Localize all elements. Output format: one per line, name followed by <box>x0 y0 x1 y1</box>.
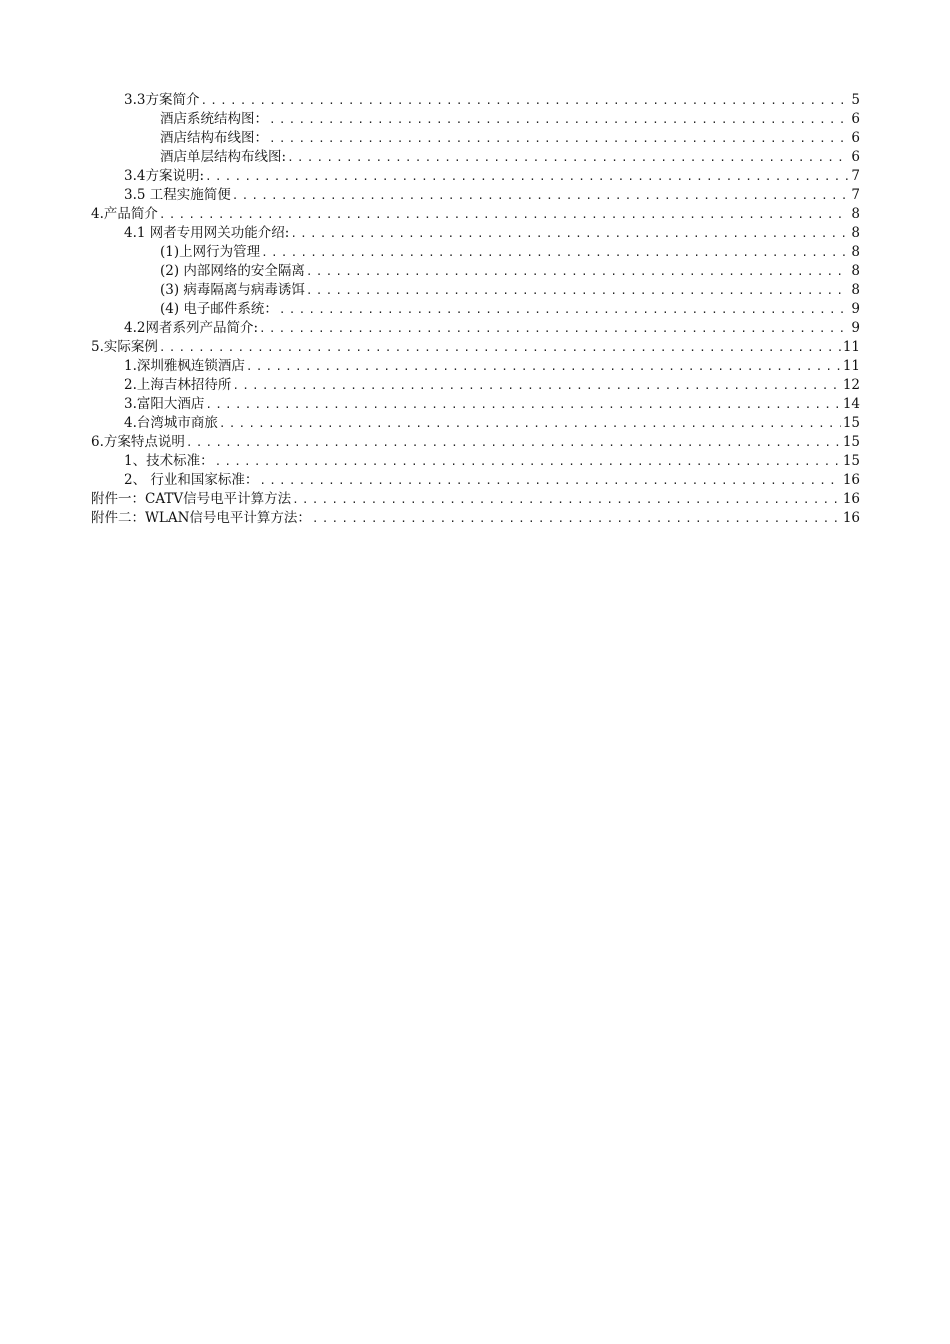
toc-entry-title: 附件二：WLAN信号电平计算方法： <box>91 510 311 526</box>
toc-entry-page: 16 <box>842 510 860 526</box>
toc-entry[interactable] <box>0 205 860 224</box>
toc-entry[interactable] <box>0 281 860 300</box>
toc-entry[interactable] <box>0 224 860 243</box>
toc-entry[interactable] <box>0 471 860 490</box>
toc-entry-page: 11 <box>842 358 860 374</box>
toc-entry-title: (1)上网行为管理 <box>160 244 261 260</box>
toc-dot-leader <box>232 186 848 205</box>
toc-entry-page: 12 <box>842 377 860 393</box>
toc-entry-title: 3.4方案说明: <box>124 168 205 184</box>
toc-entry-page: 16 <box>842 472 860 488</box>
toc-entry-page: 15 <box>842 415 860 431</box>
toc-entry-page: 14 <box>842 396 860 412</box>
toc-entry-title: 4.2网者系列产品简介: <box>124 320 259 336</box>
toc-entry-page: 7 <box>851 168 860 184</box>
toc-entry-page: 8 <box>851 206 860 222</box>
toc-entry-page: 8 <box>851 225 860 241</box>
toc-entry-title: 酒店结构布线图： <box>160 130 268 146</box>
toc-dot-leader <box>306 281 848 300</box>
toc-entry[interactable] <box>0 376 860 395</box>
toc-entry-page: 5 <box>851 92 860 108</box>
toc-dot-leader <box>232 376 840 395</box>
toc-dot-leader <box>215 452 841 471</box>
toc-entry[interactable] <box>0 338 860 357</box>
toc-entry-page: 15 <box>842 434 860 450</box>
toc-dot-leader <box>269 110 848 129</box>
toc-entry[interactable] <box>0 395 860 414</box>
toc-dot-leader <box>261 243 848 262</box>
toc-entry-page: 8 <box>851 282 860 298</box>
toc-entry[interactable] <box>0 91 860 110</box>
toc-entry-title: (4) 电子邮件系统： <box>160 301 278 317</box>
toc-entry[interactable] <box>0 262 860 281</box>
toc-dot-leader <box>159 338 841 357</box>
toc-entry-title: 2.上海吉林招待所 <box>124 377 232 393</box>
toc-entry[interactable] <box>0 357 860 376</box>
toc-entry-title: 3.5 工程实施简便 <box>124 187 231 203</box>
toc-entry-page: 9 <box>851 301 860 317</box>
toc-dot-leader <box>279 300 848 319</box>
toc-entry-page: 6 <box>851 149 860 165</box>
toc-entry-title: 4.1 网者专用网关功能介绍: <box>124 225 290 241</box>
toc-entry[interactable] <box>0 433 860 452</box>
toc-entry[interactable] <box>0 243 860 262</box>
toc-entry-title: 2、 行业和国家标准： <box>124 472 259 488</box>
toc-entry-title: 酒店系统结构图： <box>160 111 268 127</box>
toc-entry-title: 1、技术标准： <box>124 453 214 469</box>
toc-entry[interactable] <box>0 509 860 528</box>
toc-dot-leader <box>269 129 848 148</box>
toc-entry-title: 5.实际案例 <box>91 339 158 355</box>
toc-entry-title: (3) 病毒隔离与病毒诱饵 <box>160 282 305 298</box>
toc-entry-title: 4.台湾城市商旅 <box>124 415 218 431</box>
toc-entry-page: 11 <box>842 339 860 355</box>
toc-dot-leader <box>306 262 848 281</box>
toc-dot-leader <box>259 471 840 490</box>
toc-dot-leader <box>219 414 841 433</box>
toc-entry-title: 6.方案特点说明 <box>91 434 185 450</box>
toc-entry-page: 6 <box>851 130 860 146</box>
toc-entry-title: 附件一：CATV信号电平计算方法 <box>91 491 292 507</box>
toc-entry-page: 7 <box>851 187 860 203</box>
toc-entry-page: 8 <box>851 244 860 260</box>
toc-dot-leader <box>287 148 848 167</box>
toc-dot-leader <box>246 357 841 376</box>
toc-entry[interactable] <box>0 319 860 338</box>
toc-entry-title: 4.产品简介 <box>91 206 158 222</box>
toc-dot-leader <box>205 167 848 186</box>
toc-entry-page: 9 <box>851 320 860 336</box>
toc-entry-title: 酒店单层结构布线图: <box>160 149 287 165</box>
toc-entry[interactable] <box>0 148 860 167</box>
toc-entry-title: 3.3方案简介 <box>124 92 200 108</box>
toc-entry[interactable] <box>0 300 860 319</box>
toc-entry[interactable] <box>0 167 860 186</box>
toc-entry[interactable] <box>0 110 860 129</box>
toc-dot-leader <box>292 490 841 509</box>
toc-dot-leader <box>290 224 848 243</box>
toc-entry[interactable] <box>0 186 860 205</box>
toc-dot-leader <box>159 205 848 224</box>
table-of-contents <box>0 91 950 528</box>
toc-dot-leader <box>186 433 841 452</box>
toc-entry-page: 15 <box>842 453 860 469</box>
toc-entry-title: (2) 内部网络的安全隔离 <box>160 263 305 279</box>
toc-dot-leader <box>312 509 841 528</box>
toc-entry[interactable] <box>0 414 860 433</box>
toc-entry-page: 6 <box>851 111 860 127</box>
toc-dot-leader <box>205 395 840 414</box>
toc-entry[interactable] <box>0 490 860 509</box>
toc-entry-page: 8 <box>851 263 860 279</box>
toc-entry[interactable] <box>0 452 860 471</box>
toc-entry[interactable] <box>0 129 860 148</box>
toc-dot-leader <box>259 319 848 338</box>
toc-entry-title: 3.富阳大酒店 <box>124 396 205 412</box>
toc-dot-leader <box>200 91 848 110</box>
toc-entry-page: 16 <box>842 491 860 507</box>
toc-entry-title: 1.深圳雅枫连锁酒店 <box>124 358 245 374</box>
